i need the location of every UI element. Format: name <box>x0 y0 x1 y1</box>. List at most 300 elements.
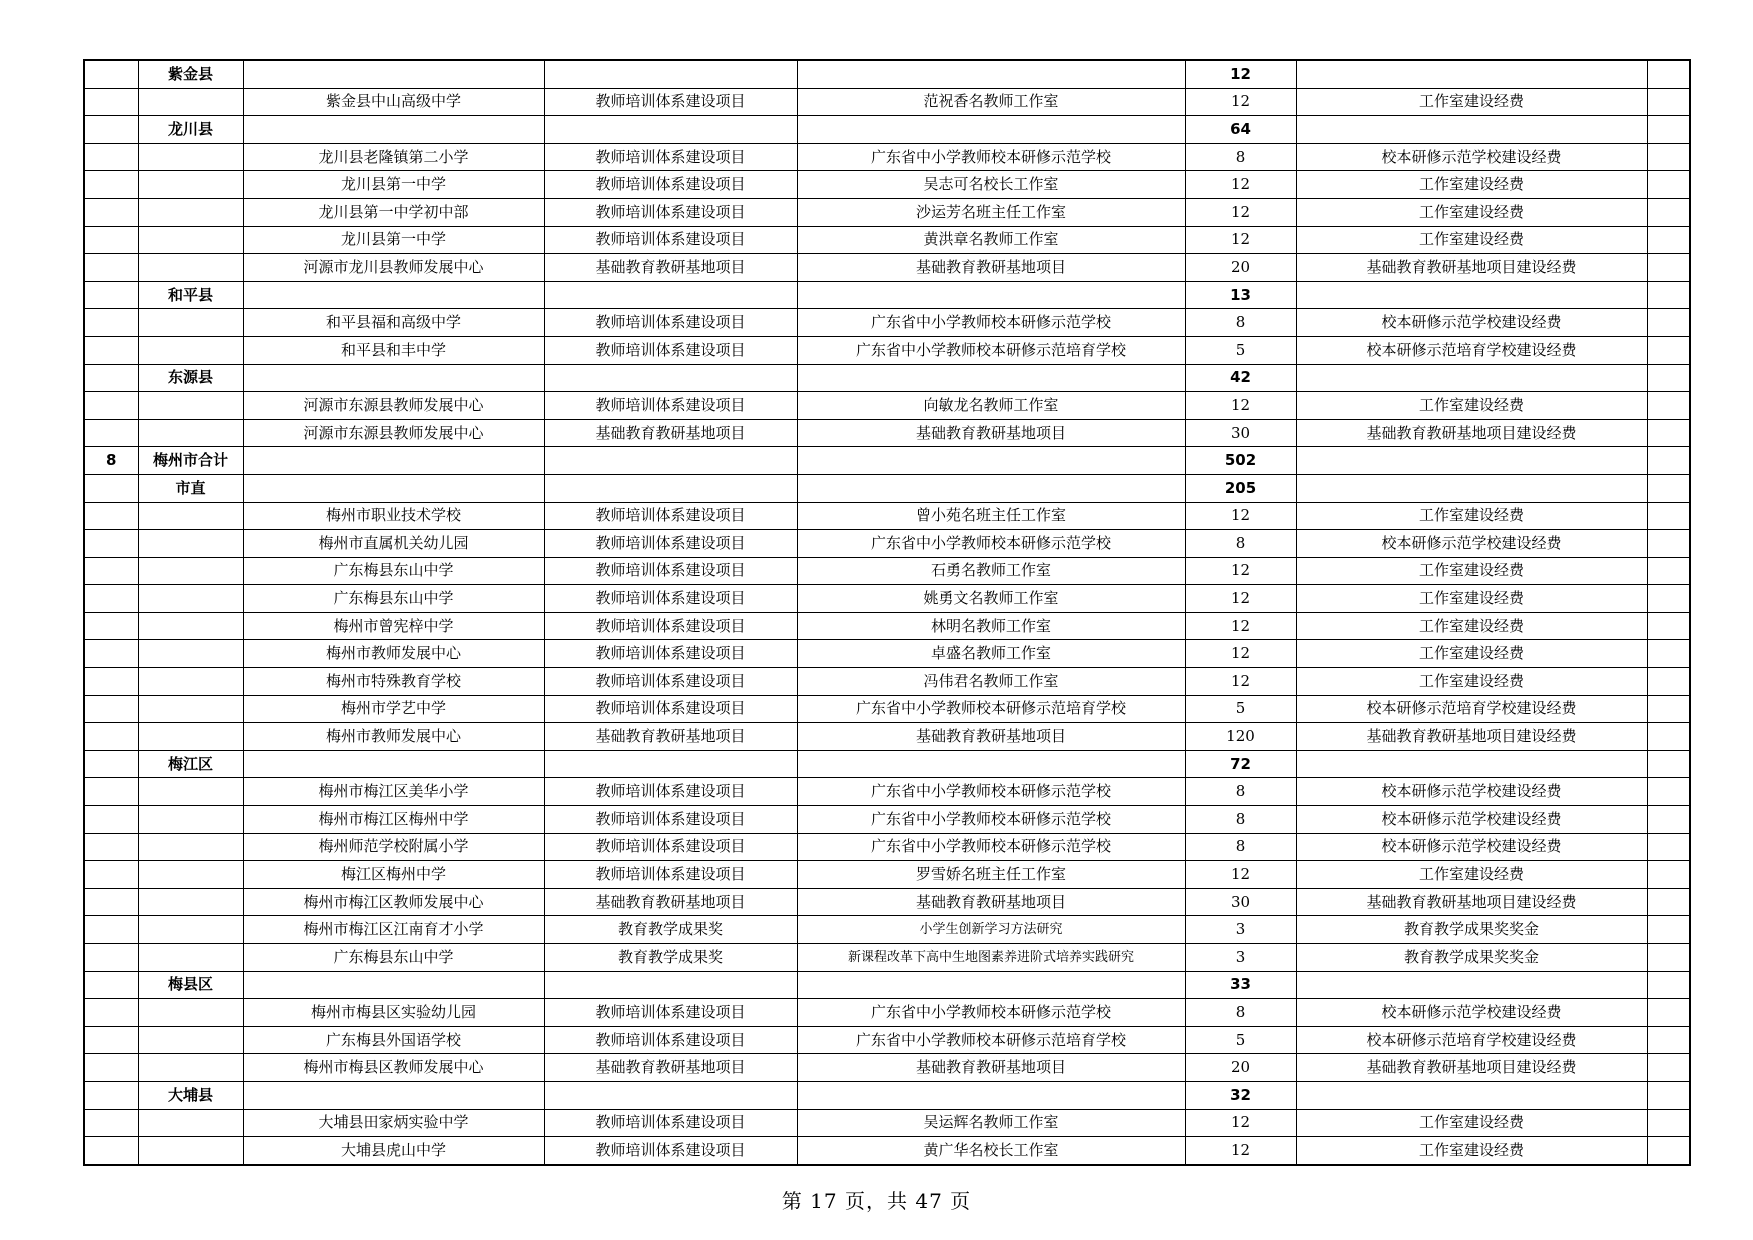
table-body <box>84 60 1690 1165</box>
cell-project <box>544 60 797 88</box>
cell-project <box>544 971 797 999</box>
cell-remark <box>1647 198 1690 226</box>
cell-region: 市直 <box>138 474 243 502</box>
cell-index <box>84 309 138 337</box>
cell-remark <box>1647 1137 1690 1165</box>
cell-region: 梅州市合计 <box>138 447 243 475</box>
cell-amount: 12 <box>1185 861 1296 889</box>
cell-remark <box>1647 1054 1690 1082</box>
cell-remark <box>1647 1109 1690 1137</box>
cell-amount: 3 <box>1185 916 1296 944</box>
cell-project <box>544 474 797 502</box>
cell-remark <box>1647 668 1690 696</box>
cell-unit: 龙川县第一中学 <box>243 171 544 199</box>
cell-usage: 工作室建设经费 <box>1296 640 1647 668</box>
cell-remark <box>1647 226 1690 254</box>
cell-unit: 河源市东源县教师发展中心 <box>243 392 544 420</box>
cell-project: 基础教育教研基地项目 <box>544 254 797 282</box>
cell-region <box>138 944 243 972</box>
cell-region: 龙川县 <box>138 116 243 144</box>
cell-remark <box>1647 143 1690 171</box>
cell-subproject: 广东省中小学教师校本研修示范培育学校 <box>797 336 1185 364</box>
group-row <box>84 971 1690 999</box>
cell-subproject <box>797 60 1185 88</box>
cell-remark <box>1647 336 1690 364</box>
cell-amount: 12 <box>1185 1109 1296 1137</box>
table-row <box>84 888 1690 916</box>
cell-unit: 广东梅县外国语学校 <box>243 1026 544 1054</box>
table-row <box>84 171 1690 199</box>
cell-amount: 120 <box>1185 723 1296 751</box>
cell-unit: 大埔县田家炳实验中学 <box>243 1109 544 1137</box>
cell-unit: 龙川县第一中学 <box>243 226 544 254</box>
table-row <box>84 640 1690 668</box>
cell-index <box>84 833 138 861</box>
cell-usage <box>1296 1081 1647 1109</box>
cell-unit: 梅州市梅县区实验幼儿园 <box>243 999 544 1027</box>
cell-subproject: 广东省中小学教师校本研修示范学校 <box>797 999 1185 1027</box>
cell-unit: 河源市龙川县教师发展中心 <box>243 254 544 282</box>
cell-remark <box>1647 999 1690 1027</box>
cell-project: 教师培训体系建设项目 <box>544 612 797 640</box>
cell-region <box>138 585 243 613</box>
table-row <box>84 612 1690 640</box>
cell-index <box>84 1026 138 1054</box>
cell-region: 东源县 <box>138 364 243 392</box>
cell-index <box>84 336 138 364</box>
cell-usage: 工作室建设经费 <box>1296 1109 1647 1137</box>
table-row <box>84 309 1690 337</box>
cell-project: 教师培训体系建设项目 <box>544 226 797 254</box>
cell-subproject <box>797 474 1185 502</box>
cell-region: 大埔县 <box>138 1081 243 1109</box>
cell-region: 梅县区 <box>138 971 243 999</box>
table-row <box>84 198 1690 226</box>
cell-index <box>84 1054 138 1082</box>
cell-region: 和平县 <box>138 281 243 309</box>
cell-project: 教师培训体系建设项目 <box>544 999 797 1027</box>
cell-index: 8 <box>84 447 138 475</box>
table-row <box>84 557 1690 585</box>
cell-region <box>138 888 243 916</box>
cell-project: 教师培训体系建设项目 <box>544 585 797 613</box>
cell-usage: 校本研修示范学校建设经费 <box>1296 806 1647 834</box>
cell-remark <box>1647 833 1690 861</box>
cell-region <box>138 1137 243 1165</box>
cell-usage: 基础教育教研基地项目建设经费 <box>1296 723 1647 751</box>
cell-subproject: 姚勇文名教师工作室 <box>797 585 1185 613</box>
cell-amount: 12 <box>1185 640 1296 668</box>
cell-usage: 教育教学成果奖奖金 <box>1296 944 1647 972</box>
cell-usage: 工作室建设经费 <box>1296 668 1647 696</box>
cell-amount: 5 <box>1185 1026 1296 1054</box>
cell-region <box>138 999 243 1027</box>
cell-project: 教师培训体系建设项目 <box>544 640 797 668</box>
cell-remark <box>1647 944 1690 972</box>
cell-usage <box>1296 474 1647 502</box>
cell-remark <box>1647 888 1690 916</box>
cell-amount: 13 <box>1185 281 1296 309</box>
cell-amount: 12 <box>1185 88 1296 116</box>
cell-project: 教师培训体系建设项目 <box>544 143 797 171</box>
cell-amount: 30 <box>1185 888 1296 916</box>
cell-index <box>84 198 138 226</box>
cell-region <box>138 254 243 282</box>
cell-remark <box>1647 171 1690 199</box>
cell-unit: 梅州市梅江区教师发展中心 <box>243 888 544 916</box>
cell-usage: 工作室建设经费 <box>1296 226 1647 254</box>
cell-subproject: 新课程改革下高中生地图素养进阶式培养实践研究 <box>797 944 1185 972</box>
cell-region <box>138 530 243 558</box>
cell-index <box>84 695 138 723</box>
cell-unit <box>243 364 544 392</box>
cell-subproject: 罗雪娇名班主任工作室 <box>797 861 1185 889</box>
cell-region <box>138 778 243 806</box>
cell-unit: 梅州市梅江区梅州中学 <box>243 806 544 834</box>
table-row <box>84 695 1690 723</box>
cell-remark <box>1647 447 1690 475</box>
cell-remark <box>1647 585 1690 613</box>
cell-remark <box>1647 1026 1690 1054</box>
cell-project: 基础教育教研基地项目 <box>544 888 797 916</box>
cell-remark <box>1647 392 1690 420</box>
cell-region <box>138 336 243 364</box>
cell-usage: 基础教育教研基地项目建设经费 <box>1296 254 1647 282</box>
cell-usage: 基础教育教研基地项目建设经费 <box>1296 419 1647 447</box>
cell-unit: 和平县福和高级中学 <box>243 309 544 337</box>
cell-index <box>84 612 138 640</box>
cell-region <box>138 806 243 834</box>
cell-usage: 工作室建设经费 <box>1296 612 1647 640</box>
cell-index <box>84 143 138 171</box>
cell-index <box>84 364 138 392</box>
cell-amount: 8 <box>1185 530 1296 558</box>
cell-index <box>84 226 138 254</box>
cell-region <box>138 502 243 530</box>
group-row <box>84 116 1690 144</box>
cell-unit: 梅州市梅江区美华小学 <box>243 778 544 806</box>
group-row <box>84 60 1690 88</box>
group-row <box>84 364 1690 392</box>
cell-subproject <box>797 364 1185 392</box>
cell-unit: 梅州市曾宪梓中学 <box>243 612 544 640</box>
cell-unit: 大埔县虎山中学 <box>243 1137 544 1165</box>
cell-project: 教师培训体系建设项目 <box>544 1026 797 1054</box>
cell-usage: 工作室建设经费 <box>1296 171 1647 199</box>
cell-remark <box>1647 640 1690 668</box>
cell-unit <box>243 60 544 88</box>
cell-unit <box>243 750 544 778</box>
cell-subproject: 基础教育教研基地项目 <box>797 888 1185 916</box>
cell-index <box>84 916 138 944</box>
cell-index <box>84 1137 138 1165</box>
table-row <box>84 723 1690 751</box>
cell-index <box>84 392 138 420</box>
cell-project: 教育教学成果奖 <box>544 916 797 944</box>
cell-project: 教师培训体系建设项目 <box>544 198 797 226</box>
cell-index <box>84 944 138 972</box>
cell-amount: 30 <box>1185 419 1296 447</box>
cell-region <box>138 226 243 254</box>
cell-subproject: 沙运芳名班主任工作室 <box>797 198 1185 226</box>
cell-unit <box>243 116 544 144</box>
cell-usage: 校本研修示范学校建设经费 <box>1296 530 1647 558</box>
cell-project <box>544 447 797 475</box>
cell-usage: 工作室建设经费 <box>1296 392 1647 420</box>
cell-remark <box>1647 1081 1690 1109</box>
table-row <box>84 502 1690 530</box>
table-row <box>84 916 1690 944</box>
cell-subproject: 林明名教师工作室 <box>797 612 1185 640</box>
cell-region <box>138 557 243 585</box>
cell-subproject: 基础教育教研基地项目 <box>797 1054 1185 1082</box>
cell-amount: 12 <box>1185 1137 1296 1165</box>
cell-index <box>84 1081 138 1109</box>
cell-remark <box>1647 750 1690 778</box>
cell-amount: 12 <box>1185 502 1296 530</box>
cell-amount: 64 <box>1185 116 1296 144</box>
cell-index <box>84 723 138 751</box>
cell-usage: 工作室建设经费 <box>1296 1137 1647 1165</box>
cell-unit: 梅州市教师发展中心 <box>243 723 544 751</box>
cell-unit: 梅州市职业技术学校 <box>243 502 544 530</box>
cell-usage: 工作室建设经费 <box>1296 198 1647 226</box>
cell-remark <box>1647 695 1690 723</box>
table-row <box>84 999 1690 1027</box>
cell-index <box>84 640 138 668</box>
table-row <box>84 419 1690 447</box>
cell-project: 教师培训体系建设项目 <box>544 309 797 337</box>
cell-unit: 龙川县老隆镇第二小学 <box>243 143 544 171</box>
cell-project: 教师培训体系建设项目 <box>544 392 797 420</box>
cell-subproject: 基础教育教研基地项目 <box>797 419 1185 447</box>
table-row <box>84 861 1690 889</box>
cell-project: 教师培训体系建设项目 <box>544 530 797 558</box>
cell-amount: 12 <box>1185 60 1296 88</box>
cell-unit: 广东梅县东山中学 <box>243 557 544 585</box>
cell-unit: 紫金县中山高级中学 <box>243 88 544 116</box>
cell-index <box>84 171 138 199</box>
cell-unit <box>243 281 544 309</box>
cell-index <box>84 806 138 834</box>
cell-subproject: 基础教育教研基地项目 <box>797 254 1185 282</box>
cell-project: 基础教育教研基地项目 <box>544 723 797 751</box>
table-row <box>84 778 1690 806</box>
group-row <box>84 1081 1690 1109</box>
cell-project: 教师培训体系建设项目 <box>544 861 797 889</box>
cell-amount: 8 <box>1185 778 1296 806</box>
cell-amount: 33 <box>1185 971 1296 999</box>
cell-region <box>138 695 243 723</box>
cell-region <box>138 1109 243 1137</box>
cell-project <box>544 364 797 392</box>
cell-amount: 8 <box>1185 806 1296 834</box>
cell-usage: 校本研修示范培育学校建设经费 <box>1296 336 1647 364</box>
cell-unit: 龙川县第一中学初中部 <box>243 198 544 226</box>
cell-amount: 12 <box>1185 585 1296 613</box>
cell-subproject: 石勇名教师工作室 <box>797 557 1185 585</box>
table-row <box>84 226 1690 254</box>
funding-table <box>83 59 1691 1166</box>
cell-region: 梅江区 <box>138 750 243 778</box>
cell-subproject: 曾小苑名班主任工作室 <box>797 502 1185 530</box>
cell-usage: 校本研修示范培育学校建设经费 <box>1296 1026 1647 1054</box>
cell-project: 教师培训体系建设项目 <box>544 695 797 723</box>
cell-index <box>84 419 138 447</box>
cell-subproject: 广东省中小学教师校本研修示范学校 <box>797 806 1185 834</box>
cell-subproject: 广东省中小学教师校本研修示范学校 <box>797 778 1185 806</box>
cell-subproject <box>797 750 1185 778</box>
cell-remark <box>1647 116 1690 144</box>
cell-amount: 12 <box>1185 612 1296 640</box>
cell-region <box>138 143 243 171</box>
cell-usage <box>1296 116 1647 144</box>
cell-remark <box>1647 723 1690 751</box>
cell-subproject <box>797 116 1185 144</box>
cell-usage: 校本研修示范培育学校建设经费 <box>1296 695 1647 723</box>
cell-remark <box>1647 530 1690 558</box>
cell-project: 教师培训体系建设项目 <box>544 502 797 530</box>
cell-index <box>84 116 138 144</box>
cell-subproject: 广东省中小学教师校本研修示范学校 <box>797 309 1185 337</box>
cell-usage: 教育教学成果奖奖金 <box>1296 916 1647 944</box>
cell-usage <box>1296 971 1647 999</box>
cell-remark <box>1647 502 1690 530</box>
cell-amount: 12 <box>1185 557 1296 585</box>
cell-subproject: 基础教育教研基地项目 <box>797 723 1185 751</box>
cell-usage: 校本研修示范学校建设经费 <box>1296 143 1647 171</box>
table-row <box>84 1054 1690 1082</box>
cell-amount: 205 <box>1185 474 1296 502</box>
cell-subproject: 范祝香名教师工作室 <box>797 88 1185 116</box>
cell-region <box>138 171 243 199</box>
cell-project: 基础教育教研基地项目 <box>544 419 797 447</box>
cell-unit <box>243 474 544 502</box>
cell-project: 教师培训体系建设项目 <box>544 336 797 364</box>
cell-index <box>84 474 138 502</box>
cell-unit: 广东梅县东山中学 <box>243 585 544 613</box>
cell-usage: 校本研修示范学校建设经费 <box>1296 833 1647 861</box>
table-row <box>84 1137 1690 1165</box>
cell-unit: 广东梅县东山中学 <box>243 944 544 972</box>
cell-region <box>138 668 243 696</box>
cell-region <box>138 1026 243 1054</box>
table-row <box>84 88 1690 116</box>
cell-subproject: 广东省中小学教师校本研修示范学校 <box>797 833 1185 861</box>
cell-amount: 12 <box>1185 198 1296 226</box>
cell-amount: 8 <box>1185 999 1296 1027</box>
cell-project: 教师培训体系建设项目 <box>544 668 797 696</box>
cell-usage: 校本研修示范学校建设经费 <box>1296 309 1647 337</box>
table-row <box>84 944 1690 972</box>
cell-remark <box>1647 557 1690 585</box>
cell-usage: 校本研修示范学校建设经费 <box>1296 778 1647 806</box>
cell-remark <box>1647 281 1690 309</box>
cell-subproject: 广东省中小学教师校本研修示范培育学校 <box>797 695 1185 723</box>
cell-index <box>84 750 138 778</box>
cell-remark <box>1647 88 1690 116</box>
table-row <box>84 530 1690 558</box>
cell-region <box>138 916 243 944</box>
cell-amount: 20 <box>1185 254 1296 282</box>
cell-remark <box>1647 612 1690 640</box>
cell-project: 教师培训体系建设项目 <box>544 171 797 199</box>
cell-region <box>138 612 243 640</box>
cell-subproject: 向敏龙名教师工作室 <box>797 392 1185 420</box>
cell-region <box>138 419 243 447</box>
cell-remark <box>1647 254 1690 282</box>
cell-index <box>84 1109 138 1137</box>
group-row <box>84 281 1690 309</box>
table-row <box>84 585 1690 613</box>
cell-index <box>84 254 138 282</box>
cell-usage <box>1296 60 1647 88</box>
cell-amount: 12 <box>1185 171 1296 199</box>
cell-index <box>84 530 138 558</box>
cell-region <box>138 1054 243 1082</box>
cell-unit: 梅州市直属机关幼儿园 <box>243 530 544 558</box>
cell-amount: 12 <box>1185 392 1296 420</box>
cell-amount: 20 <box>1185 1054 1296 1082</box>
cell-amount: 32 <box>1185 1081 1296 1109</box>
cell-usage <box>1296 364 1647 392</box>
cell-subproject: 吴志可名校长工作室 <box>797 171 1185 199</box>
cell-index <box>84 281 138 309</box>
funding-table-sheet <box>83 59 1689 1166</box>
cell-project: 教师培训体系建设项目 <box>544 806 797 834</box>
cell-project: 教师培训体系建设项目 <box>544 88 797 116</box>
cell-index <box>84 60 138 88</box>
cell-amount: 3 <box>1185 944 1296 972</box>
cell-amount: 12 <box>1185 226 1296 254</box>
cell-subproject: 广东省中小学教师校本研修示范培育学校 <box>797 1026 1185 1054</box>
table-row <box>84 668 1690 696</box>
cell-index <box>84 88 138 116</box>
cell-index <box>84 502 138 530</box>
cell-project <box>544 750 797 778</box>
cell-remark <box>1647 778 1690 806</box>
cell-project: 教师培训体系建设项目 <box>544 557 797 585</box>
page-footer: 第 17 页，共 47 页 <box>781 1189 972 1213</box>
table-row <box>84 806 1690 834</box>
cell-remark <box>1647 309 1690 337</box>
cell-unit: 梅州市梅江区江南育才小学 <box>243 916 544 944</box>
cell-subproject <box>797 447 1185 475</box>
cell-unit: 梅州市学艺中学 <box>243 695 544 723</box>
cell-subproject: 黄广华名校长工作室 <box>797 1137 1185 1165</box>
cell-project <box>544 116 797 144</box>
cell-region <box>138 723 243 751</box>
cell-project: 基础教育教研基地项目 <box>544 1054 797 1082</box>
cell-region: 紫金县 <box>138 60 243 88</box>
table-row <box>84 1026 1690 1054</box>
cell-remark <box>1647 916 1690 944</box>
cell-unit: 和平县和丰中学 <box>243 336 544 364</box>
cell-remark <box>1647 419 1690 447</box>
cell-subproject: 广东省中小学教师校本研修示范学校 <box>797 143 1185 171</box>
cell-usage: 工作室建设经费 <box>1296 861 1647 889</box>
cell-amount: 8 <box>1185 309 1296 337</box>
cell-usage: 校本研修示范学校建设经费 <box>1296 999 1647 1027</box>
cell-usage: 工作室建设经费 <box>1296 502 1647 530</box>
cell-subproject: 卓盛名教师工作室 <box>797 640 1185 668</box>
cell-usage: 工作室建设经费 <box>1296 88 1647 116</box>
cell-region <box>138 861 243 889</box>
cell-unit: 河源市东源县教师发展中心 <box>243 419 544 447</box>
cell-remark <box>1647 806 1690 834</box>
group-row <box>84 447 1690 475</box>
cell-region <box>138 88 243 116</box>
